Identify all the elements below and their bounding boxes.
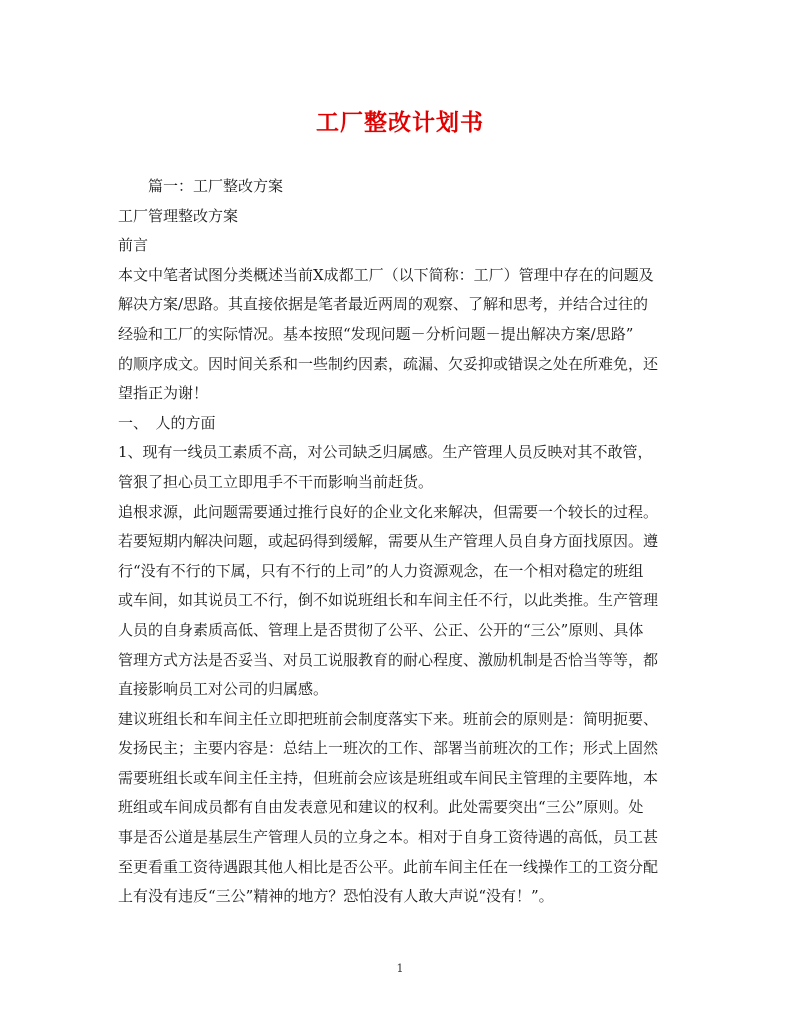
paragraph-line: 事是否公道是基层生产管理人员的立身之本。相对于自身工资待遇的高低，员工甚 [118,828,659,847]
paragraph-line: 上有没有违反“三公”精神的地方？恐怕没有人敢大声说“没有！”。 [118,887,554,906]
document-body [118,172,688,912]
section-heading: 一、 人的方面 [118,413,216,432]
paragraph-line: 管理方式方法是否妥当、对员工说服教育的耐心程度、激励机制是否恰当等等，都 [118,650,659,669]
paragraph-line: 解决方案/思路。其直接依据是笔者最近两周的观察、了解和思考，并结合过往的 [118,295,649,314]
paragraph-line: 或车间，如其说员工不行，倒不如说班组长和车间主任不行，以此类推。生产管理 [118,591,659,610]
paragraph-line: 建议班组长和车间主任立即把班前会制度落实下来。班前会的原则是：简明扼要、 [118,709,659,728]
paragraph-line: 管狠了担心员工立即甩手不干而影响当前赶货。 [118,472,434,491]
paragraph-line: 工厂管理整改方案 [118,206,239,225]
paragraph-line: 本文中笔者试图分类概述当前X成都工厂（以下简称：工厂）管理中存在的问题及 [118,265,654,284]
paragraph-line: 班组或车间成员都有自由发表意见和建议的权利。此处需要突出“三公”原则。处 [118,798,644,817]
paragraph-line: 的顺序成文。因时间关系和一些制约因素，疏漏、欠妥抑或错误之处在所难免，还 [118,354,659,373]
paragraph-line: 追根求源，此问题需要通过推行良好的企业文化来解决，但需要一个较长的过程。 [118,502,659,521]
paragraph-line: 人员的自身素质高低、管理上是否贯彻了公平、公正、公开的“三公”原则、具体 [118,620,644,639]
paragraph-line: 篇一：工厂整改方案 [148,177,284,195]
document-title: 工厂整改计划书 [316,109,484,136]
paragraph-line: 经验和工厂的实际情况。基本按照“发现问题－分析问题－提出解决方案/思路” [118,324,634,343]
paragraph-line: 前言 [118,236,149,255]
paragraph-line: 若要短期内解决问题，或起码得到缓解，需要从生产管理人员自身方面找原因。遵 [118,532,659,551]
paragraph-line: 发扬民主；主要内容是：总结上一班次的工作、部署当前班次的工作；形式上固然 [118,739,659,758]
paragraph-line: 需要班组长或车间主任主持，但班前会应该是班组或车间民主管理的主要阵地，本 [118,768,659,787]
paragraph-line: 直接影响员工对公司的归属感。 [118,680,329,699]
page-number: 1 [396,962,404,975]
paragraph-line: 行“没有不行的下属，只有不行的上司”的人力资源观念，在一个相对稳定的班组 [118,561,644,580]
paragraph-line: 望指正为谢！ [118,384,209,403]
paragraph-line: 1、现有一线员工素质不高，对公司缺乏归属感。生产管理人员反映对其不敢管， [118,443,653,462]
paragraph-line: 至更看重工资待遇跟其他人相比是否公平。此前车间主任在一线操作工的工资分配 [118,857,659,876]
